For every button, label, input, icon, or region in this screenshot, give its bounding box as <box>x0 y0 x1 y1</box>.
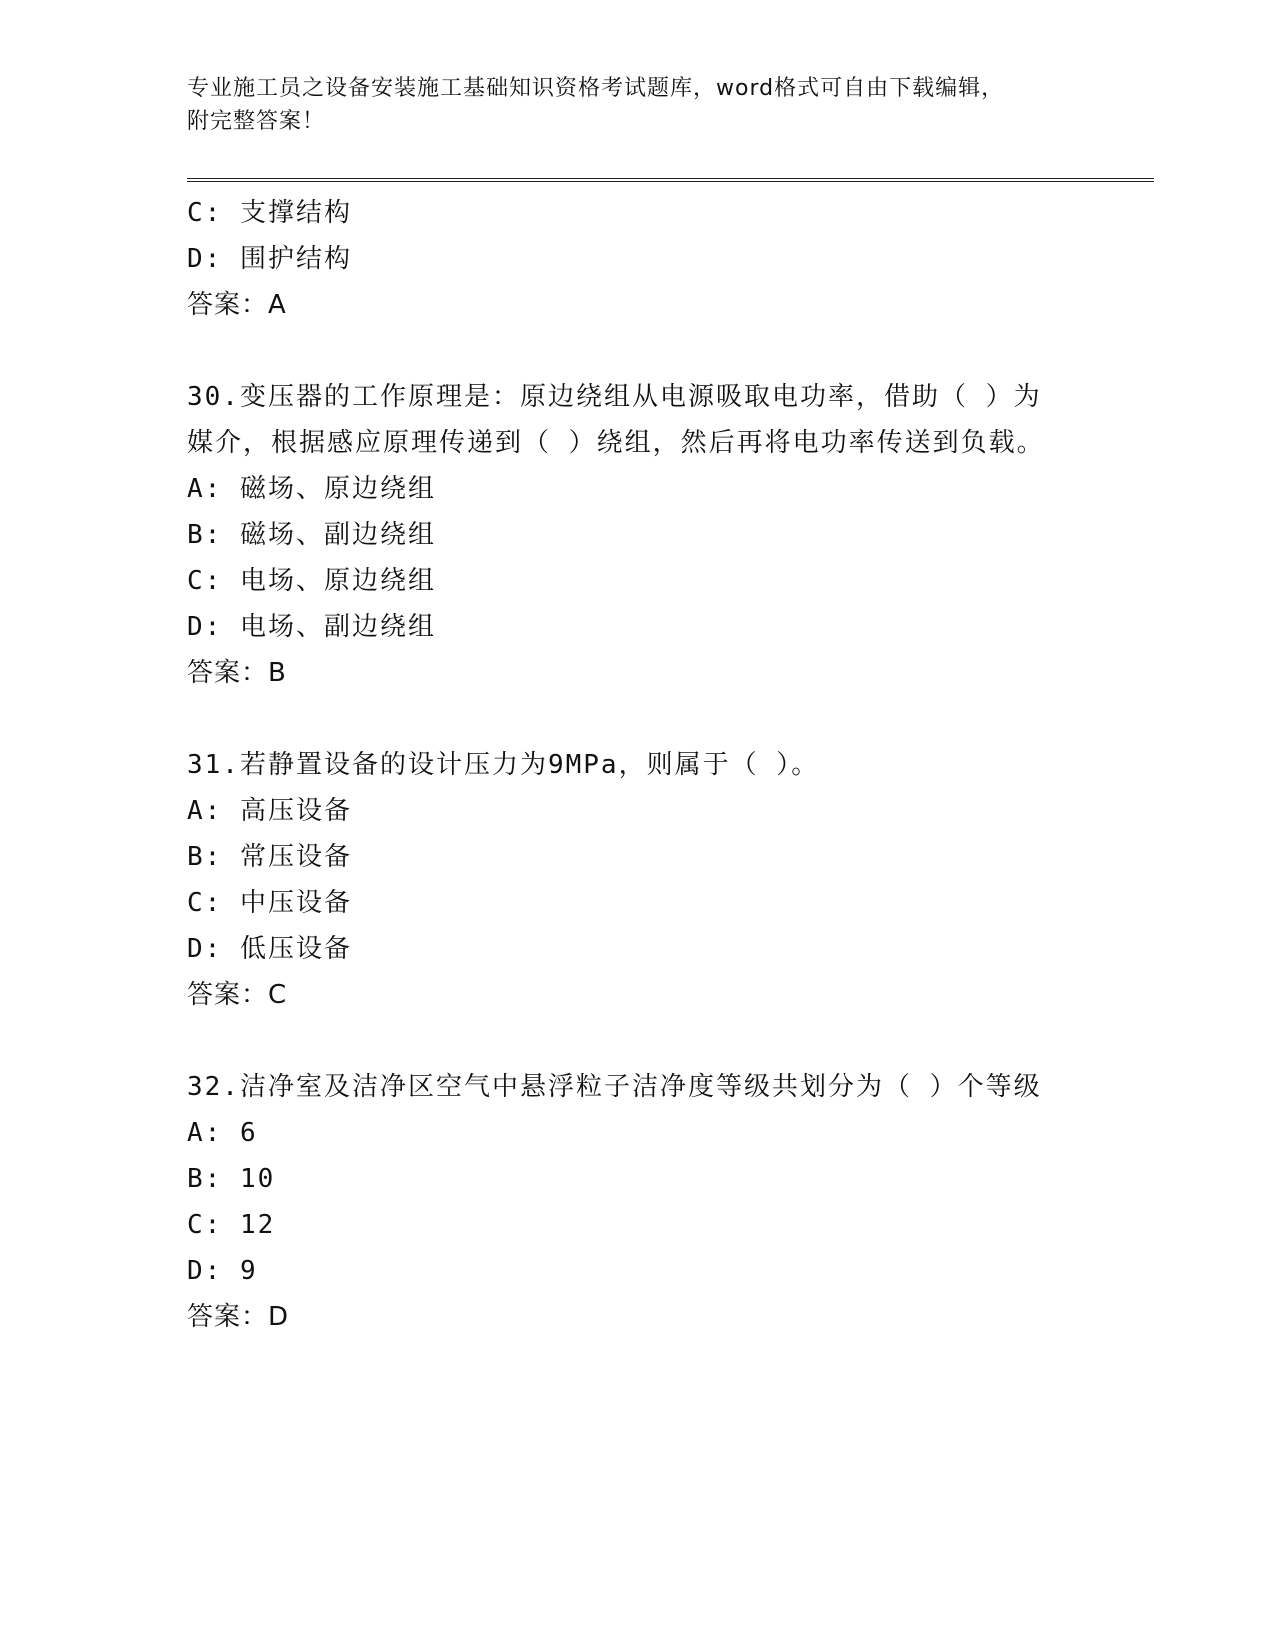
prev-question-block <box>187 190 1087 328</box>
answer-line: 答案：A <box>187 290 287 320</box>
question-stem: 32.洁净室及洁净区空气中悬浮粒子洁净度等级共划分为（ ）个等级 <box>187 1072 1042 1102</box>
option-b: B: 10 <box>187 1164 276 1194</box>
answer-line: 答案：B <box>187 658 287 688</box>
question-32 <box>187 1064 1087 1340</box>
header-line-1: 专业施工员之设备安装施工基础知识资格考试题库，word格式可自由下载编辑， <box>187 76 1005 101</box>
option-d: D: 9 <box>187 1256 258 1286</box>
option-a: A: 磁场、原边绕组 <box>187 474 436 504</box>
question-stem: 31.若静置设备的设计压力为9MPa，则属于（ ）。 <box>187 750 820 780</box>
option-c: C: 12 <box>187 1210 276 1240</box>
answer-line: 答案：D <box>187 1302 290 1332</box>
question-stem: 媒介，根据感应原理传递到（ ）绕组，然后再将电功率传送到负载。 <box>187 428 1045 458</box>
option-c: C: 电场、原边绕组 <box>187 566 436 596</box>
spacer <box>187 1018 1087 1064</box>
question-content <box>187 190 1087 1340</box>
spacer <box>187 696 1087 742</box>
option-a: A: 6 <box>187 1118 258 1148</box>
option-a: A: 高压设备 <box>187 796 352 826</box>
header-line-2: 附完整答案！ <box>187 109 326 134</box>
option-b: B: 磁场、副边绕组 <box>187 520 436 550</box>
option-c: C: 支撑结构 <box>187 198 352 228</box>
header-divider <box>187 178 1154 182</box>
page-header <box>187 72 1087 138</box>
option-d: D: 围护结构 <box>187 244 352 274</box>
option-c: C: 中压设备 <box>187 888 352 918</box>
option-b: B: 常压设备 <box>187 842 352 872</box>
option-d: D: 电场、副边绕组 <box>187 612 436 642</box>
question-31 <box>187 742 1087 1018</box>
option-d: D: 低压设备 <box>187 934 352 964</box>
question-stem: 30.变压器的工作原理是：原边绕组从电源吸取电功率，借助（ ）为 <box>187 382 1042 412</box>
spacer <box>187 328 1087 374</box>
answer-line: 答案：C <box>187 980 288 1010</box>
question-30 <box>187 374 1087 696</box>
